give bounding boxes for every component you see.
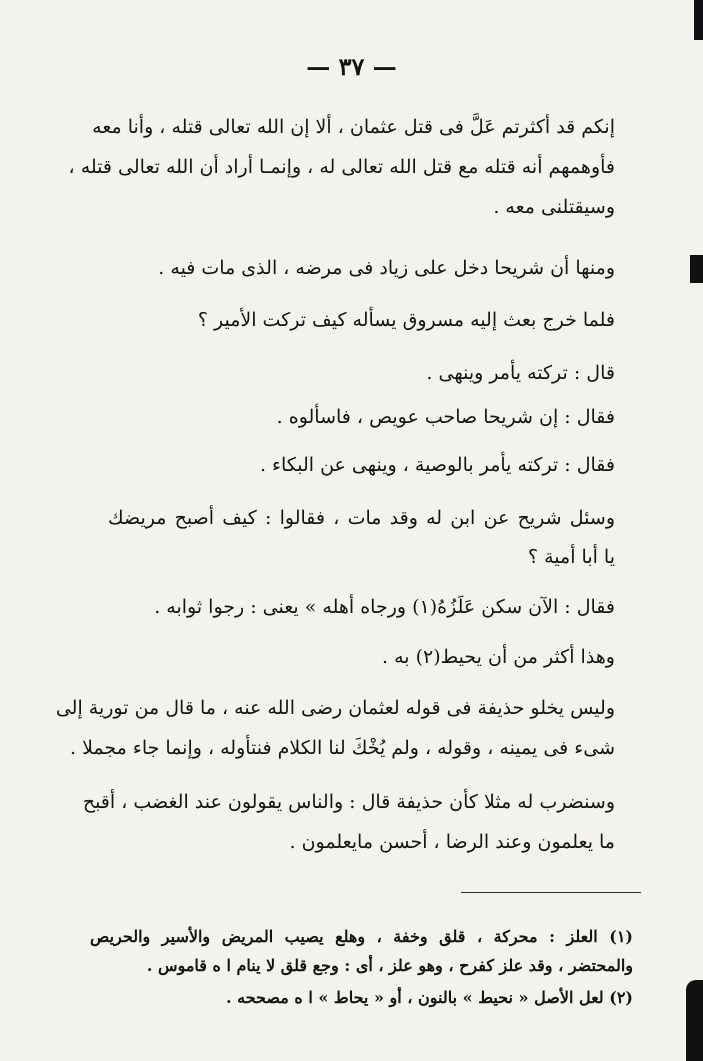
page-number: — ٣٧ — (306, 52, 397, 81)
text-line: فلما خرج بعث إليه مسروق يسأله كيف تركت الأمير ؟ (197, 309, 615, 331)
text-line: فقال : الآن سكن عَلَزُهُ(١) ورجاه أهله » يعنى : رجوا ثوابه . (154, 596, 615, 618)
text-line: وليس يخلو حذيفة فى قوله لعثمان رضى الله عنه ، ما قال من تورية إلى (55, 697, 615, 719)
text-line: يا أبا أمية ؟ (527, 546, 615, 568)
footnote-line: (٢) لعل الأصل « نحيط » بالنون ، أو « يحاط » ا ه مصححه . (226, 988, 633, 1007)
text-line: فقال : تركته يأمر بالوصية ، وينهى عن البكاء . (259, 454, 615, 476)
text-line: ما يعلمون وعند الرضا ، أحسن مايعلمون . (289, 831, 615, 853)
text-line: قال : تركته يأمر وينهى . (426, 362, 615, 384)
scan-edge-mark (694, 0, 703, 40)
footnote-line: والمحتضر ، وقد علز كفرح ، وهو علز ، أى : وجع قلق لا ينام ا ه قاموس . (146, 956, 633, 975)
text-line: وسيقتلنى معه . (493, 196, 615, 218)
text-line: شىء فى يمينه ، وقوله ، ولم يُخْكَ لنا الكلام فنتأوله ، وإنما جاء مجملا . (70, 737, 615, 759)
text-line: فأوهمهم أنه قتله مع قتل الله تعالى له ، وإنمـا أراد أن الله تعالى قتله ، (68, 156, 615, 178)
text-line: وسنضرب له مثلا كأن حذيفة قال : والناس يقولون عند الغضب ، أقبح (82, 791, 615, 813)
footnote-line: (١) العلز : محركة ، قلق وخفة ، وهلع يصيب المريض والأسير والحريص (90, 927, 633, 946)
text-line: ومنها أن شريحا دخل على زياد فى مرضه ، الذى مات فيه . (158, 257, 615, 279)
scan-edge-mark (686, 980, 703, 1061)
scan-edge-mark (690, 255, 703, 283)
text-line: فقال : إن شريحا صاحب عويص ، فاسألوه . (276, 406, 615, 428)
footnote-separator (461, 892, 641, 893)
text-line: وهذا أكثر من أن يحيط(٢) به . (382, 646, 615, 668)
text-line: إنكم قد أكثرتم عَلَّ فى قتل عثمان ، ألا إن الله تعالى قتله ، وأنا معه (92, 116, 615, 138)
text-line: وسئل شريح عن ابن له وقد مات ، فقالوا : كيف أصبح مريضك (108, 507, 615, 529)
